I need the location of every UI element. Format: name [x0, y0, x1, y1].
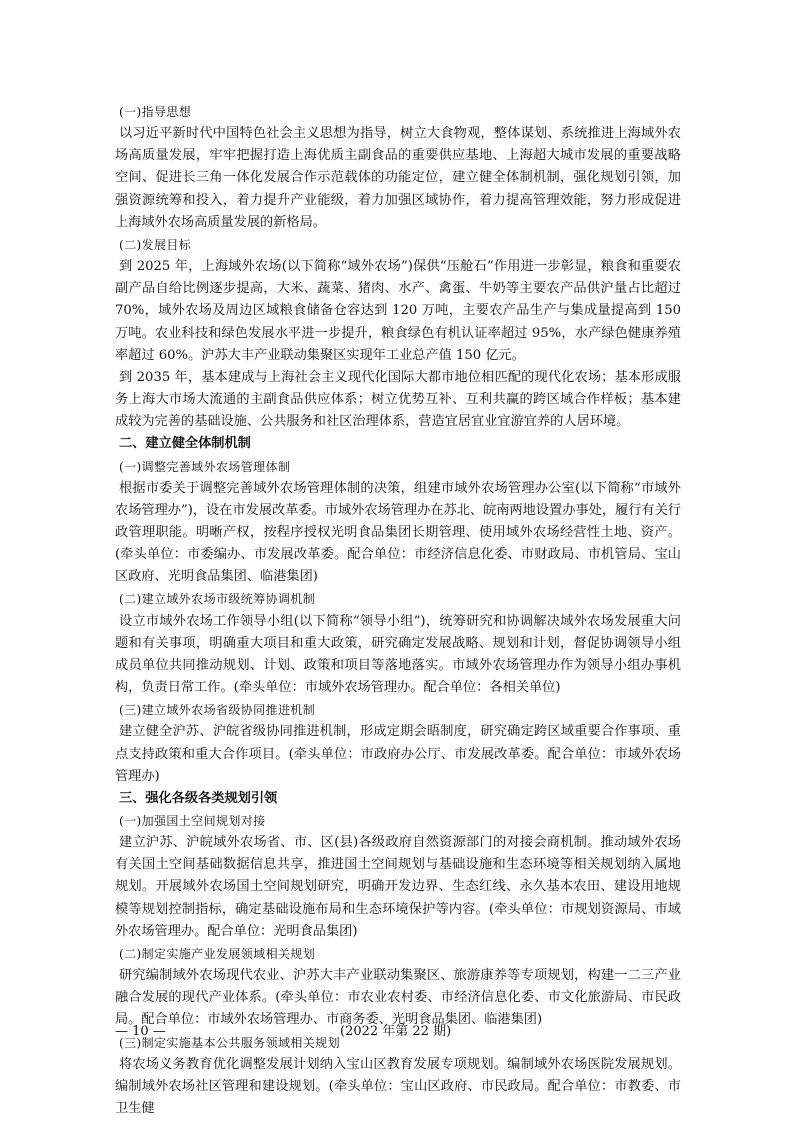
body-paragraph: 建立健全沪苏、沪皖省级协同推进机制，形成定期会晤制度，研究确定跨区域重要合作事项、重点支持政策和重大合作项目。(牵头单位：市政府办公厅、市发展改革委。配合单位：市域外农场管理办) [115, 724, 681, 784]
subsection-heading: (一)指导思想 [119, 105, 192, 119]
subsection-heading: (三)制定实施基本公共服务领域相关规划 [119, 1035, 340, 1050]
body-paragraph: 以习近平新时代中国特色社会主义思想为指导，树立大食物观，整体谋划、系统推进上海域外农场高质量发展，牢牢把握打造上海优质主副食品的重要供应基地、上海超大城市发展的重要战略空间、促进长三角一体化发展合作示范载体的功能定位，建立健全体制机制，强化规划引领，加强资源统筹和投入，着力提升产业能级，着力加强区域协作，着力提高管理效能，努力形成促进上海域外农场高质量发展的新格局。 [115, 126, 681, 230]
body-paragraph: 建立沪苏、沪皖域外农场省、市、区(县)各级政府自然资源部门的对接会商机制。推动域外农场有关国土空间基础数据信息共享，推进国土空间规划与基础设施和生态环境等相关规划纳入属地规划。开展域外农场国土空间规划研究，明确开发边界、生态红线、永久基本农田、建设用地规模等规划控制指标，确定基础设施布局和生态环境保护等内容。(牵头单位：市规划资源局、市域外农场管理办。配合单位：光明食品集团) [115, 835, 681, 939]
page-number: — 10 — [115, 1024, 166, 1039]
body-paragraph: 到 2025 年，上海域外农场(以下简称“域外农场”)保供“压舱石”作用进一步彰显，粮食和重要农副产品自给比例逐步提高，大米、蔬菜、猪肉、水产、禽蛋、牛奶等主要农产品供沪量占比超过 70%，域外农场及周边区域粮食储备仓容达到 120 万吨，主要农产品生产与集成量提高到 150 万吨。农业科技和绿色发展水平进一步提升，粮食绿色有机认证率超过 95%，水产绿色健康养殖率超过 60%。沪苏大丰产业联动集聚区实现年工业总产值 150 亿元。 [115, 259, 681, 363]
body-paragraph: 将农场义务教育优化调整发展计划纳入宝山区教育发展专项规划。编制域外农场医院发展规划。编制域外农场社区管理和建设规划。(牵头单位：宝山区政府、市民政局。配合单位：市教委、市卫生健 [115, 1056, 681, 1117]
body-paragraph: 研究编制域外农场现代农业、沪苏大丰产业联动集聚区、旅游康养等专项规划，构建一二三产业融合发展的现代产业体系。(牵头单位：市农业农村委、市经济信息化委、市文化旅游局、市民政局。配合单位：市域外农场管理办、市商务委、光明食品集团、临港集团) [115, 968, 681, 1028]
subsection-heading: (二)建立域外农场市级统筹协调机制 [119, 592, 316, 607]
subsection-heading: (二)发展目标 [119, 237, 192, 252]
body-paragraph: 设立市域外农场工作领导小组(以下简称“领导小组”)，统筹研究和协调解决域外农场发展重大问题和有关事项，明确重大项目和重大政策，研究确定发展战略、规划和计划，督促协调领导小组成员单位共同推动规划、计划、政策和项目等落地落实。市域外农场管理办作为领导小组办事机构，负责日常工作。(牵头单位：市域外农场管理办。配合单位：各相关单位) [115, 613, 681, 696]
document-body [115, 101, 681, 1120]
section-heading: 二、建立健全体制机制 [119, 436, 251, 452]
body-paragraph: 根据市委关于调整完善域外农场管理体制的决策，组建市域外农场管理办公室(以下简称“市域外农场管理办”)，设在市发展改革委。市域外农场管理办在苏北、皖南两地设置办事处，履行有关行政管理职能。明晰产权，按程序授权光明食品集团长期管理、使用域外农场经营性土地、资产。(牵头单位：市委编办、市发展改革委。配合单位：市经济信息化委、市财政局、市机管局、宝山区政府、光明食品集团、临港集团) [115, 480, 681, 585]
subsection-heading: (一)调整完善域外农场管理体制 [119, 459, 291, 474]
section-heading: 三、强化各级各类规划引领 [119, 790, 278, 806]
body-paragraph: 到 2035 年，基本建成与上海社会主义现代化国际大都市地位相匹配的现代化农场；基本形成服务上海大市场大流通的主副食品供应体系；树立优势互补、互利共赢的跨区域合作样板；基本建成较为完善的基础设施、公共服务和社区治理体系，营造宜居宜业宜游宜养的人居环境。 [115, 369, 681, 430]
subsection-heading: (三)建立域外农场省级协同推进机制 [119, 703, 316, 718]
subsection-heading: (一)加强国土空间规划对接 [119, 814, 266, 828]
subsection-heading: (二)制定实施产业发展领域相关规划 [119, 946, 316, 961]
issue-label: (2022 年第 22 期) [340, 1024, 452, 1039]
